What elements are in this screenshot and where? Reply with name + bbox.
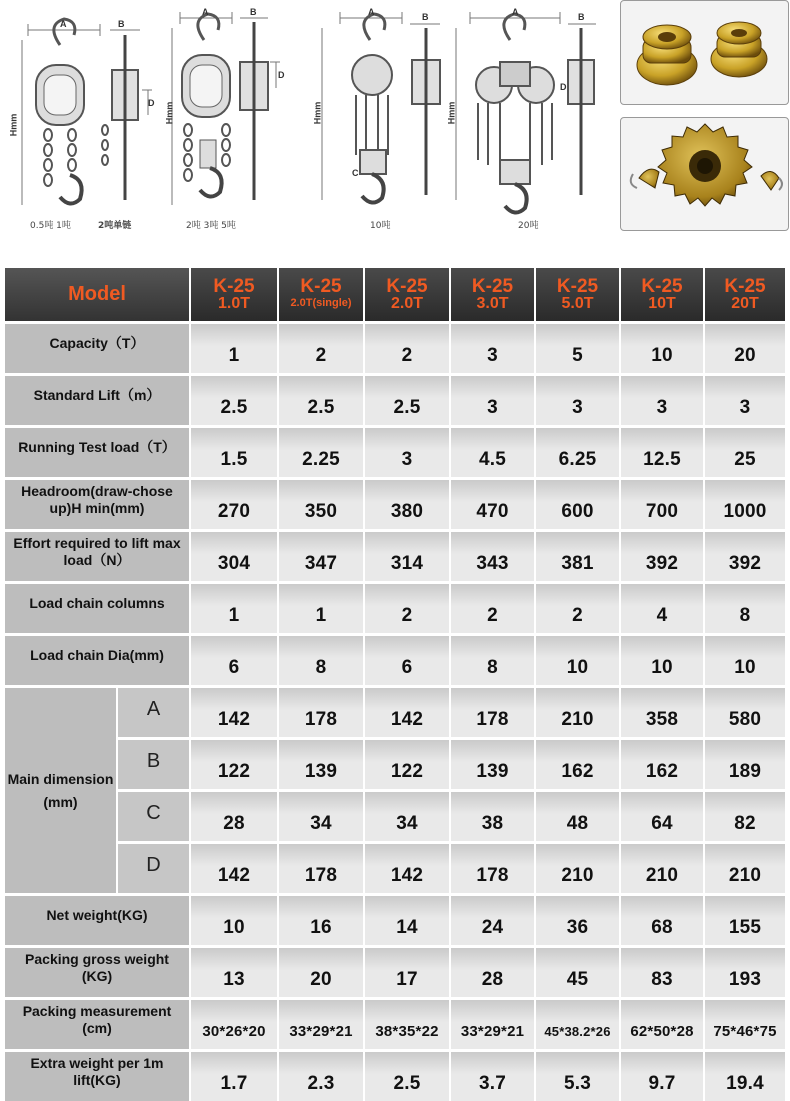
dimension-row-value: 210: [536, 844, 619, 893]
spec-row-value: 1.7: [191, 1052, 277, 1101]
spec-row-value: 10: [705, 636, 785, 685]
spec-row-value: 700: [621, 480, 703, 529]
dim-letter-b: B: [250, 7, 257, 17]
column-header: [365, 268, 449, 321]
model-capacity: 10T: [648, 294, 676, 312]
dimension-row-value: 64: [621, 792, 703, 841]
spec-row-value: 2: [365, 324, 449, 373]
spec-row-value: 8: [705, 584, 785, 633]
dimension-row-value: 142: [191, 844, 277, 893]
model-capacity: 2.0T(single): [290, 296, 352, 309]
dim-letter-a: A: [202, 7, 209, 17]
dimension-row-value: 28: [191, 792, 277, 841]
spec-row-value: 392: [705, 532, 785, 581]
spec-row-value: 8: [279, 636, 363, 685]
row-label: Net weight(KG): [5, 896, 189, 945]
ratchet-wheel-image: [621, 118, 788, 230]
spec-row-value: 2: [279, 324, 363, 373]
dimension-row-value: 210: [705, 844, 785, 893]
hoist-line-drawings: [0, 0, 620, 240]
dim-letter-b: B: [578, 12, 585, 22]
dim-letter-a: A: [512, 7, 519, 17]
model-name: K-25: [724, 275, 766, 297]
dimension-row-value: 82: [705, 792, 785, 841]
spec-row-value: 33*29*21: [451, 1000, 534, 1049]
model-capacity: 2.0T: [390, 294, 423, 312]
spec-row-value: 4.5: [451, 428, 534, 477]
spec-row-value: 3: [705, 376, 785, 425]
row-label: Packing gross weight (KG): [5, 948, 189, 997]
spec-row-value: 10: [536, 636, 619, 685]
dimension-sub-label: A: [118, 688, 189, 737]
spec-row-value: 3: [451, 324, 534, 373]
dim-letter-b: B: [422, 12, 429, 22]
hoist-diagrams: [0, 0, 790, 265]
dimension-sub-label: D: [118, 844, 189, 893]
spec-row-value: 10: [621, 636, 703, 685]
column-header: [451, 268, 534, 321]
model-name: K-25: [641, 275, 683, 297]
spec-row-value: 2.3: [279, 1052, 363, 1101]
dimension-row-value: 139: [279, 740, 363, 789]
column-header: [279, 268, 363, 321]
dim-letter-b: B: [118, 19, 125, 29]
spec-row-value: 1.5: [191, 428, 277, 477]
spec-row-value: 350: [279, 480, 363, 529]
spec-row-value: 83: [621, 948, 703, 997]
dimension-row-value: 142: [365, 844, 449, 893]
spec-row-value: 1: [191, 324, 277, 373]
dim-h-label: Hmm: [164, 101, 175, 125]
spec-row-value: 36: [536, 896, 619, 945]
dimension-row-value: 178: [279, 688, 363, 737]
dimension-row-value: 122: [365, 740, 449, 789]
row-label: Headroom(draw-chose up)H min(mm): [5, 480, 189, 529]
row-label: Load chain Dia(mm): [5, 636, 189, 685]
spec-row-value: 3.7: [451, 1052, 534, 1101]
spec-row-value: 5.3: [536, 1052, 619, 1101]
spec-row-value: 2.5: [279, 376, 363, 425]
spec-row-value: 347: [279, 532, 363, 581]
spec-row-value: 8: [451, 636, 534, 685]
dimension-row-value: 142: [365, 688, 449, 737]
column-header: [621, 268, 703, 321]
row-label: Running Test load（T）: [5, 428, 189, 477]
dimension-row-value: 162: [621, 740, 703, 789]
spec-row-value: 6: [365, 636, 449, 685]
model-capacity: 20T: [731, 294, 759, 312]
spec-row-value: 10: [191, 896, 277, 945]
spec-row-value: 38*35*22: [365, 1000, 449, 1049]
brass-gears-image: [621, 1, 788, 104]
dim-letter-d: D: [278, 70, 285, 80]
spec-row-value: 45: [536, 948, 619, 997]
dimension-row-value: 122: [191, 740, 277, 789]
spec-row-value: 314: [365, 532, 449, 581]
dimension-row-value: 189: [705, 740, 785, 789]
spec-row-value: 3: [621, 376, 703, 425]
spec-row-value: 9.7: [621, 1052, 703, 1101]
spec-row-value: 470: [451, 480, 534, 529]
ratchet-photo: [620, 117, 789, 231]
model-capacity: 3.0T: [476, 294, 509, 312]
model-header: Model: [5, 268, 189, 321]
dimension-row-value: 48: [536, 792, 619, 841]
dimension-row-value: 34: [365, 792, 449, 841]
spec-row-value: 20: [705, 324, 785, 373]
spec-row-value: 1: [191, 584, 277, 633]
model-name: K-25: [386, 275, 428, 297]
gear-photo: [620, 0, 789, 105]
model-name: K-25: [213, 275, 255, 297]
row-label: Load chain columns: [5, 584, 189, 633]
dim-letter-d: D: [148, 98, 155, 108]
column-header: [536, 268, 619, 321]
spec-row-value: 392: [621, 532, 703, 581]
spec-row-value: 380: [365, 480, 449, 529]
spec-row-value: 270: [191, 480, 277, 529]
spec-row-value: 2.25: [279, 428, 363, 477]
spec-row-value: 2: [365, 584, 449, 633]
dim-letter-a: A: [60, 19, 67, 29]
diagram-caption: 10吨: [370, 221, 391, 231]
main-dimension-label: Main dimension (mm): [5, 688, 116, 893]
spec-row-value: 33*29*21: [279, 1000, 363, 1049]
spec-row-value: 19.4: [705, 1052, 785, 1101]
dimension-row-value: 210: [621, 844, 703, 893]
spec-row-value: 4: [621, 584, 703, 633]
spec-row-value: 17: [365, 948, 449, 997]
spec-row-value: 30*26*20: [191, 1000, 277, 1049]
model-name: K-25: [556, 275, 599, 297]
spec-row-value: 3: [451, 376, 534, 425]
spec-row-value: 3: [536, 376, 619, 425]
spec-row-value: 381: [536, 532, 619, 581]
column-header: [191, 268, 277, 321]
dimension-row-value: 142: [191, 688, 277, 737]
spec-row-value: 24: [451, 896, 534, 945]
spec-row-value: 343: [451, 532, 534, 581]
diagram-caption: 2吨 3吨 5吨: [186, 221, 236, 231]
spec-row-value: 2.5: [365, 376, 449, 425]
dimension-sub-label: C: [118, 792, 189, 841]
spec-row-value: 10: [621, 324, 703, 373]
dimension-row-value: 139: [451, 740, 534, 789]
specification-table: [5, 268, 790, 1094]
dim-h-label: Hmm: [8, 113, 19, 137]
spec-row-value: 155: [705, 896, 785, 945]
spec-row-value: 16: [279, 896, 363, 945]
spec-row-value: 1: [279, 584, 363, 633]
dimension-row-value: 580: [705, 688, 785, 737]
dimension-row-value: 34: [279, 792, 363, 841]
diagram-caption: 20吨: [518, 221, 539, 231]
dim-letter-d: D: [560, 82, 567, 92]
spec-row-value: 28: [451, 948, 534, 997]
dimension-row-value: 162: [536, 740, 619, 789]
dim-h-label: Hmm: [312, 101, 323, 125]
model-capacity: 5.0T: [561, 294, 594, 312]
diagram-caption: 0.5吨 1吨: [30, 221, 71, 231]
spec-row-value: 2.5: [365, 1052, 449, 1101]
spec-row-value: 6.25: [536, 428, 619, 477]
dimension-sub-label: B: [118, 740, 189, 789]
dim-letter-a: A: [368, 7, 375, 17]
dim-letter-c: C: [352, 168, 359, 178]
column-header: [705, 268, 785, 321]
spec-row-value: 2: [536, 584, 619, 633]
dim-h-label: Hmm: [446, 101, 457, 125]
spec-row-value: 20: [279, 948, 363, 997]
spec-row-value: 45*38.2*26: [536, 1000, 619, 1049]
dimension-row-value: 358: [621, 688, 703, 737]
dimension-row-value: 178: [279, 844, 363, 893]
dimension-row-value: 210: [536, 688, 619, 737]
row-label: Effort required to lift max load（N）: [5, 532, 189, 581]
row-label: Packing measurement (cm): [5, 1000, 189, 1049]
dimension-row-value: 178: [451, 844, 534, 893]
row-label: Standard Lift（m）: [5, 376, 189, 425]
dimension-row-value: 38: [451, 792, 534, 841]
spec-row-value: 1000: [705, 480, 785, 529]
spec-row-value: 75*46*75: [705, 1000, 785, 1049]
row-label: Extra weight per 1m lift(KG): [5, 1052, 189, 1101]
spec-row-value: 600: [536, 480, 619, 529]
model-name: K-25: [300, 275, 342, 297]
spec-row-value: 68: [621, 896, 703, 945]
model-capacity: 1.0T: [217, 294, 250, 312]
spec-row-value: 13: [191, 948, 277, 997]
model-name: K-25: [471, 275, 514, 297]
diagram-caption: 2吨单链: [98, 221, 132, 231]
spec-row-value: 5: [536, 324, 619, 373]
dimension-row-value: 178: [451, 688, 534, 737]
spec-row-value: 25: [705, 428, 785, 477]
spec-row-value: 193: [705, 948, 785, 997]
spec-row-value: 2: [451, 584, 534, 633]
spec-row-value: 14: [365, 896, 449, 945]
spec-row-value: 304: [191, 532, 277, 581]
spec-row-value: 6: [191, 636, 277, 685]
spec-row-value: 12.5: [621, 428, 703, 477]
spec-row-value: 62*50*28: [621, 1000, 703, 1049]
row-label: Capacity（T）: [5, 324, 189, 373]
spec-row-value: 2.5: [191, 376, 277, 425]
spec-row-value: 3: [365, 428, 449, 477]
